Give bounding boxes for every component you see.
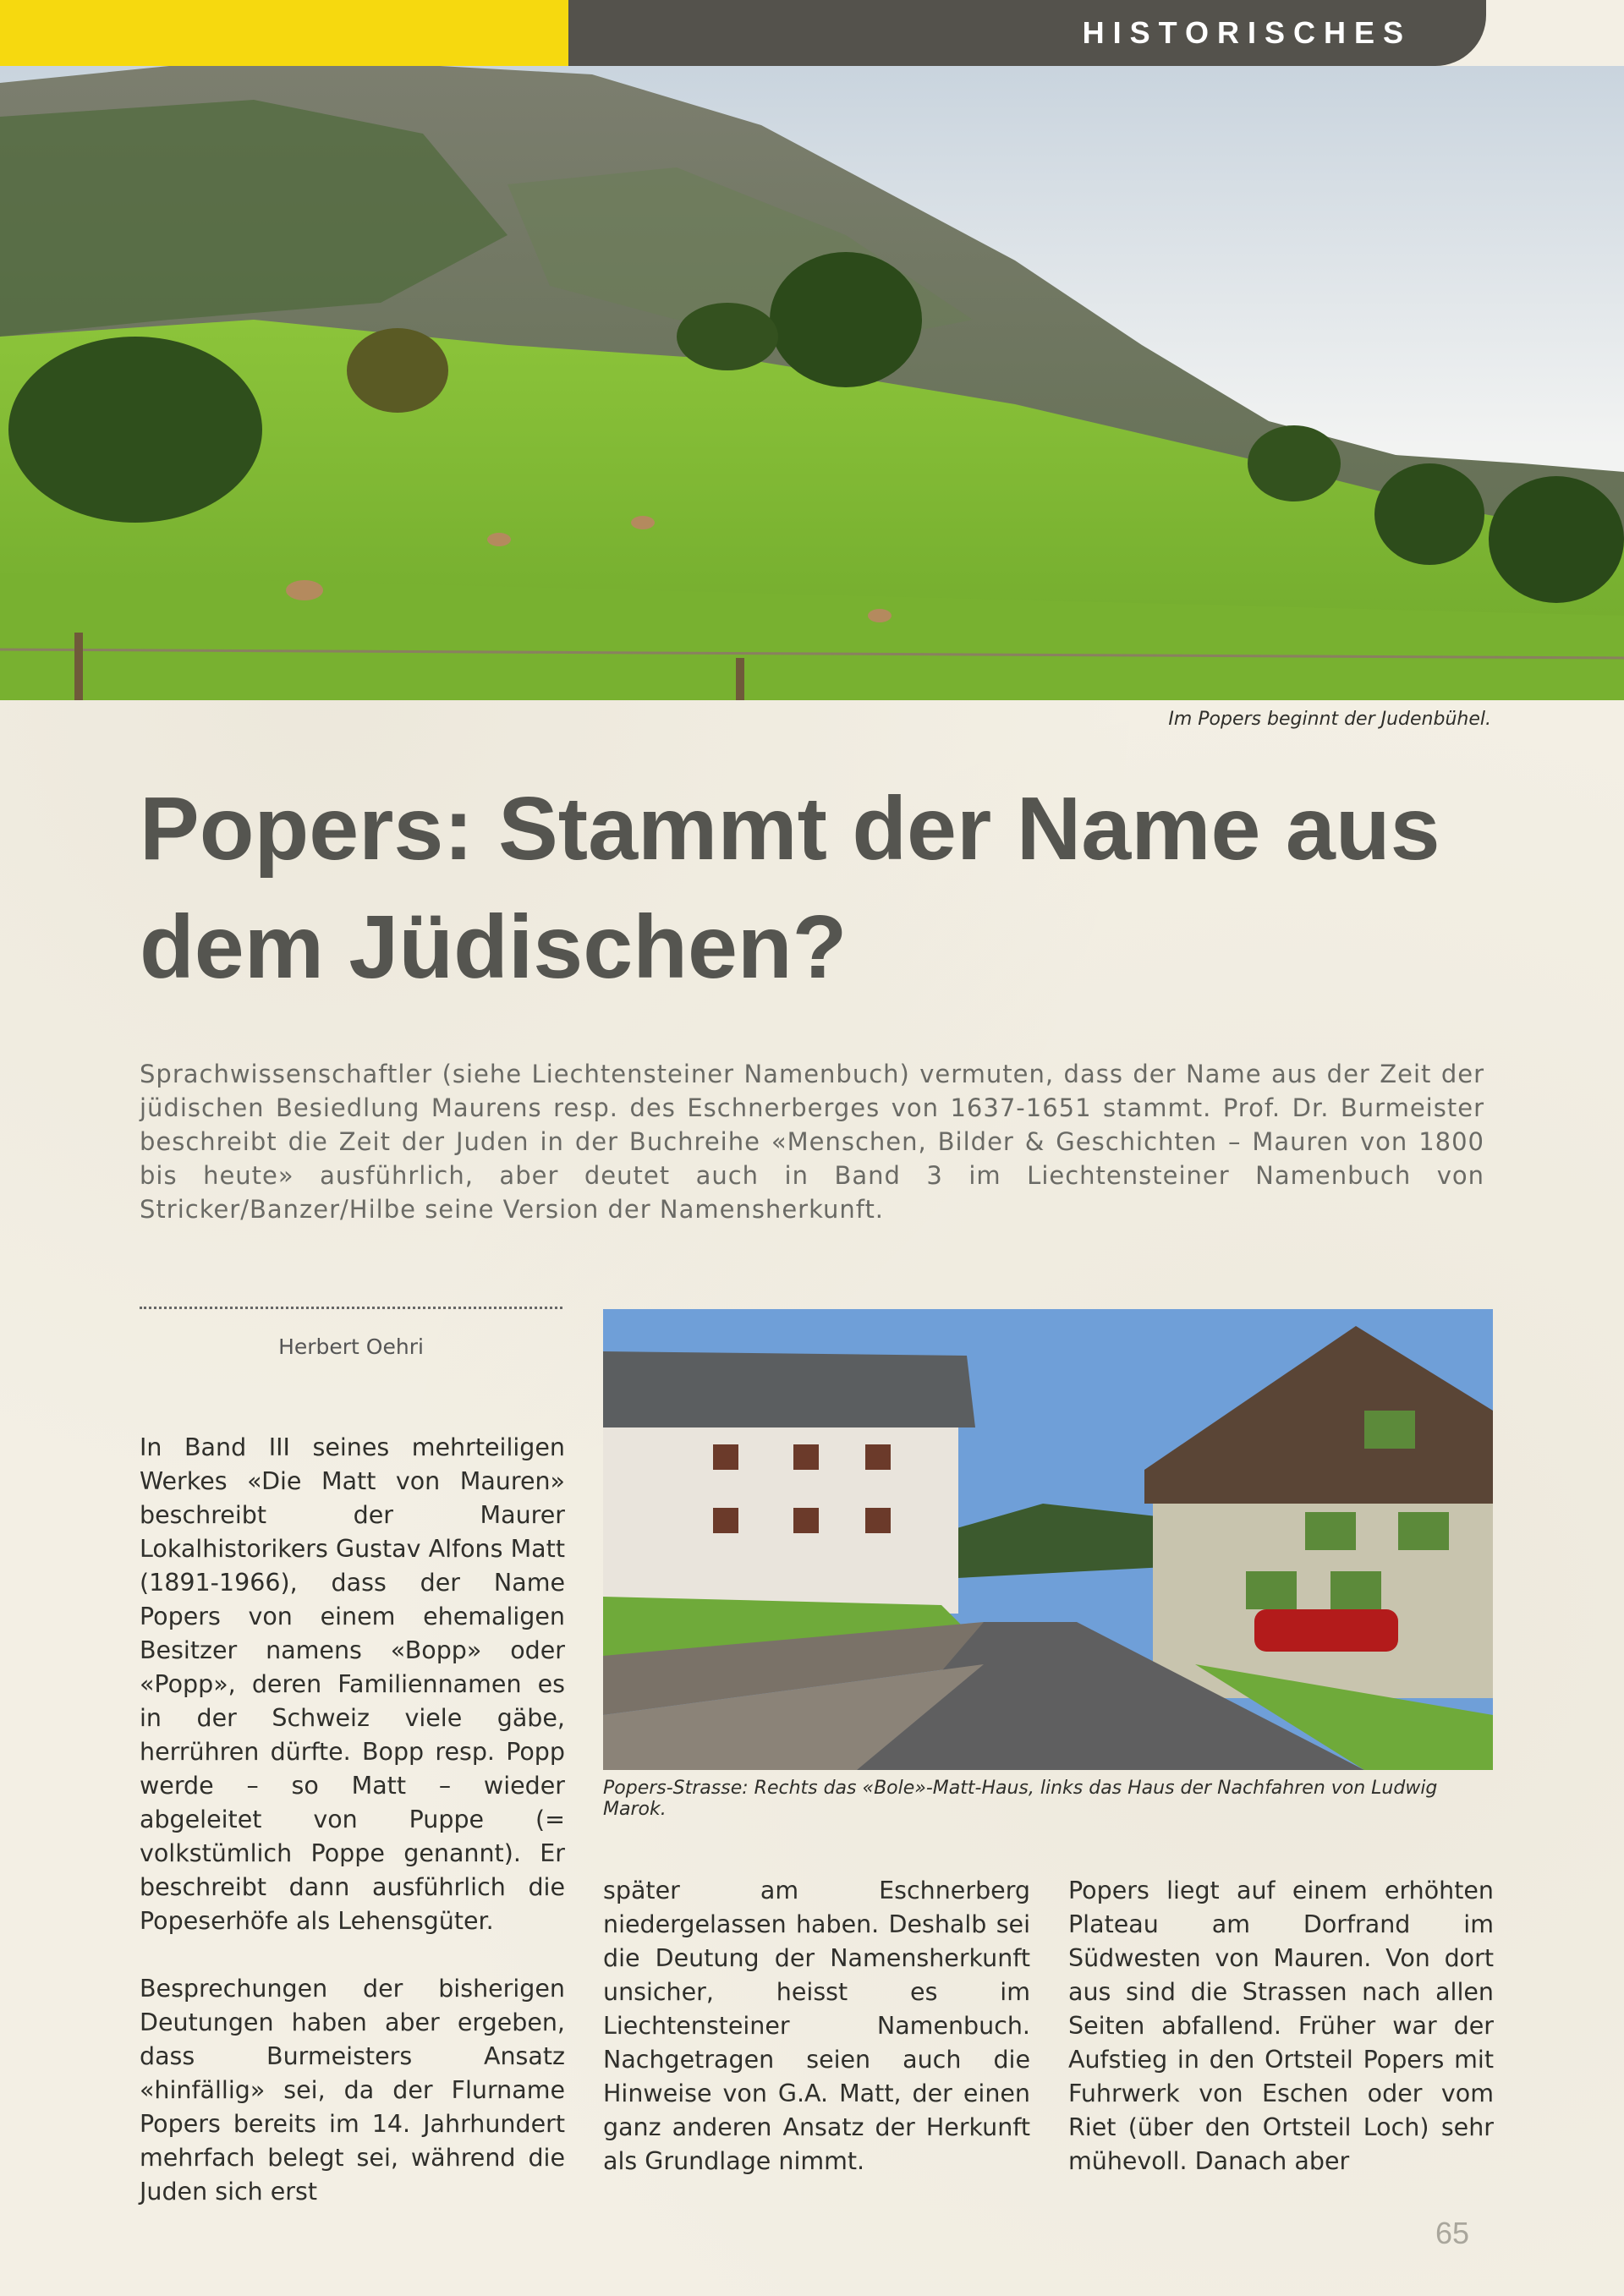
hero-photo [0, 66, 1624, 700]
text-column-2 [603, 1874, 1030, 2212]
page-number: 65 [1435, 2216, 1469, 2250]
article-title [140, 770, 1493, 1006]
hero-caption: Im Popers beginnt der Judenbühel. [1168, 709, 1491, 730]
paragraph: Popers liegt auf einem erhöhten Plateau am Dorfrand im Südwesten von Mauren. Von dort aus sind die Strassen nach allen Seiten abfallend. Früher war der Aufstieg in den Ortsteil Popers mit Fuhrwerk von Eschen oder vom Riet (über den Ortsteil Loch) sehr mühevoll. Danach aber [1068, 1877, 1494, 2175]
title-bold: Popers: [140, 779, 474, 879]
landscape-illustration [0, 66, 1624, 700]
paragraph: Besprechungen der bisherigen Deutungen haben aber ergeben, dass Burmeisters Ansatz «hinfällig» sei, da der Flurname Popers bereits im 14. Jahrhundert mehrfach belegt sei, während die Juden sich erst [140, 1975, 565, 2206]
article-lead: Sprachwissenschaftler (siehe Liechtensteiner Namenbuch) vermuten, dass der Name aus der Zeit der jüdischen Besiedlung Maurens resp. des Eschnerberges von 1637-1651 stammt. Prof. Dr. Burmeister beschreibt die Zeit der Juden in der Buchreihe «Menschen, Bilder & Geschichten – Mauren von 1800 bis heute» ausführlich, aber deutet auch in Band 3 im Liechtensteiner Namenbuch von Stricker/Banzer/Hilbe seine Version der Namensherkunft. [140, 1060, 1484, 1224]
author-name: Herbert Oehri [278, 1334, 424, 1359]
divider [140, 1307, 562, 1309]
accent-bar [0, 0, 568, 66]
street-illustration [603, 1309, 1493, 1770]
paragraph: später am Eschnerberg niedergelassen haben. Deshalb sei die Deutung der Namensherkunft unsicher, heisst es im Liechtensteiner Namenbuch. Nachgetragen seien auch die Hinweise von G.A. Matt, der einen ganz anderen Ansatz der Herkunft als Grundlage nimmt. [603, 1877, 1030, 2175]
section-label: HISTORISCHES [1082, 15, 1412, 50]
text-column-1 [140, 1431, 565, 2243]
text-column-3 [1068, 1874, 1494, 2212]
title-rest: Stammt der Name aus dem Jüdischen? [140, 779, 1440, 997]
street-caption: Popers-Strasse: Rechts das «Bole»-Matt-Haus, links das Haus der Nachfahren von Ludwig Marok. [603, 1778, 1438, 1820]
paragraph: In Band III seines mehrteiligen Werkes «Die Matt von Mauren» beschreibt der Maurer Lokalhistorikers Gustav Alfons Matt (1891-1966), dass der Name Popers von einem ehemaligen Besitzer namens «Bopp» oder «Popp», deren Familiennamen es in der Schweiz viele gäbe, herrühren dürfte. Bopp resp. Popp werde – so Matt – wieder abgeleitet von Puppe (= volkstümlich Poppe genannt). Er beschreibt dann ausführlich die Popeserhöfe als Lehensgüter. [140, 1433, 565, 1935]
street-photo [603, 1309, 1493, 1770]
section-header [568, 0, 1486, 66]
